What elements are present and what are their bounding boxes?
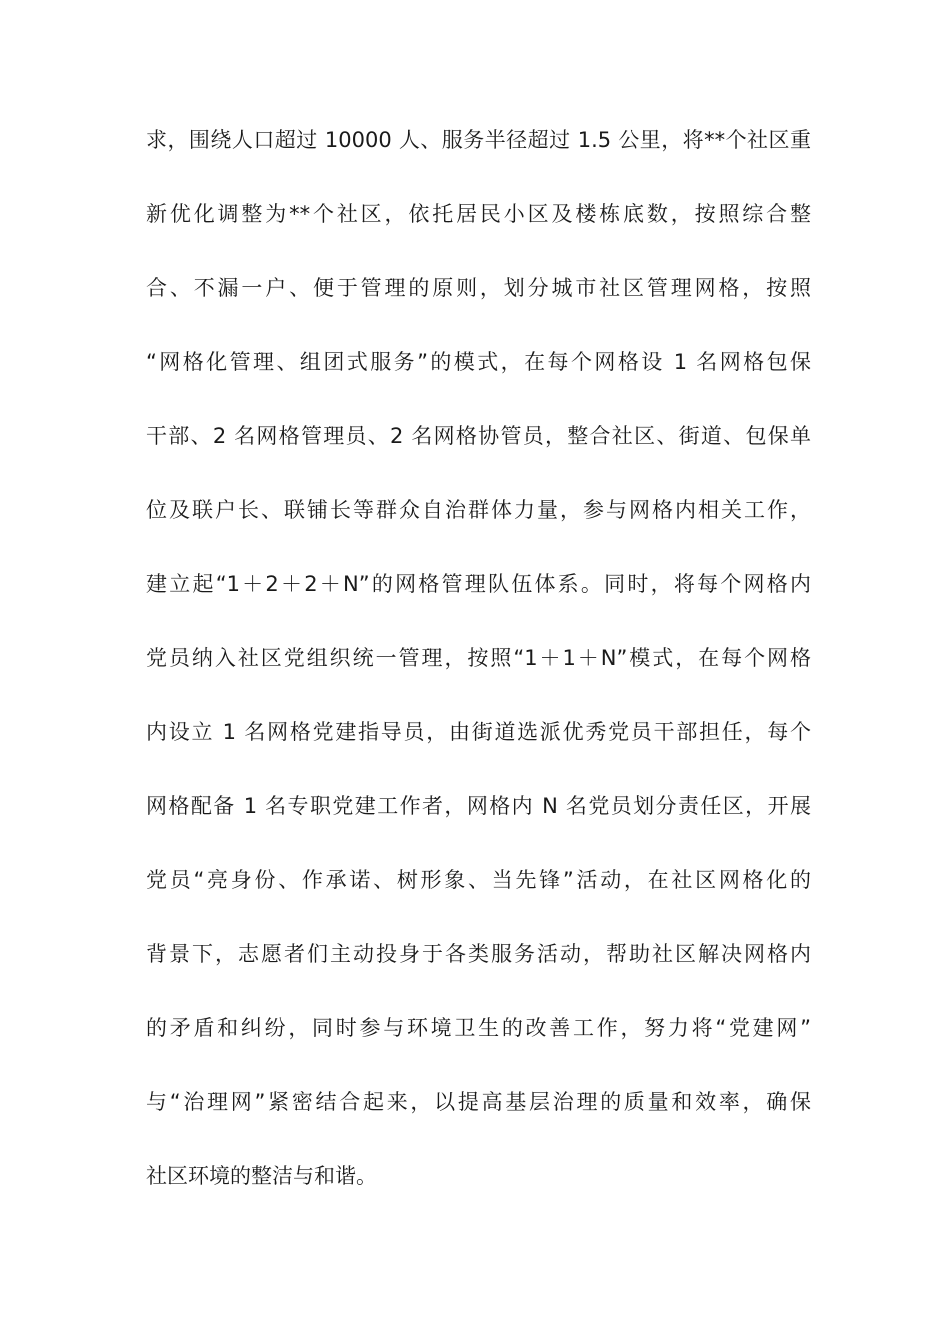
paragraph-line: “网格化管理、组团式服务”的模式，在每个网格设 1 名网格包保 xyxy=(146,350,811,374)
paragraph-line: 求，围绕人口超过 10000 人、服务半径超过 1.5 公里，将**个社区重 xyxy=(146,128,811,152)
paragraph-line: 网格配备 1 名专职党建工作者，网格内 N 名党员划分责任区，开展 xyxy=(146,794,811,818)
paragraph-line: 党员“亮身份、作承诺、树形象、当先锋”活动，在社区网格化的 xyxy=(146,868,811,892)
body-paragraph xyxy=(146,120,811,1230)
paragraph-line: 社区环境的整洁与和谐。 xyxy=(146,1164,377,1188)
paragraph-line: 干部、2 名网格管理员、2 名网格协管员，整合社区、街道、包保单 xyxy=(146,424,811,448)
paragraph-line: 建立起“1＋2＋2＋N”的网格管理队伍体系。同时，将每个网格内 xyxy=(146,572,811,596)
paragraph-line: 内设立 1 名网格党建指导员，由街道选派优秀党员干部担任，每个 xyxy=(146,720,811,744)
paragraph-line: 的矛盾和纠纷，同时参与环境卫生的改善工作，努力将“党建网” xyxy=(146,1016,811,1040)
paragraph-line: 合、不漏一户、便于管理的原则，划分城市社区管理网格，按照 xyxy=(146,276,811,300)
paragraph-line: 新优化调整为**个社区，依托居民小区及楼栋底数，按照综合整 xyxy=(146,202,811,226)
paragraph-line: 位及联户长、联铺长等群众自治群体力量，参与网格内相关工作， xyxy=(146,498,811,522)
paragraph-line: 党员纳入社区党组织统一管理，按照“1＋1＋N”模式，在每个网格 xyxy=(146,646,811,670)
paragraph-line: 与“治理网”紧密结合起来，以提高基层治理的质量和效率，确保 xyxy=(146,1090,811,1114)
paragraph-line: 背景下，志愿者们主动投身于各类服务活动，帮助社区解决网格内 xyxy=(146,942,811,966)
